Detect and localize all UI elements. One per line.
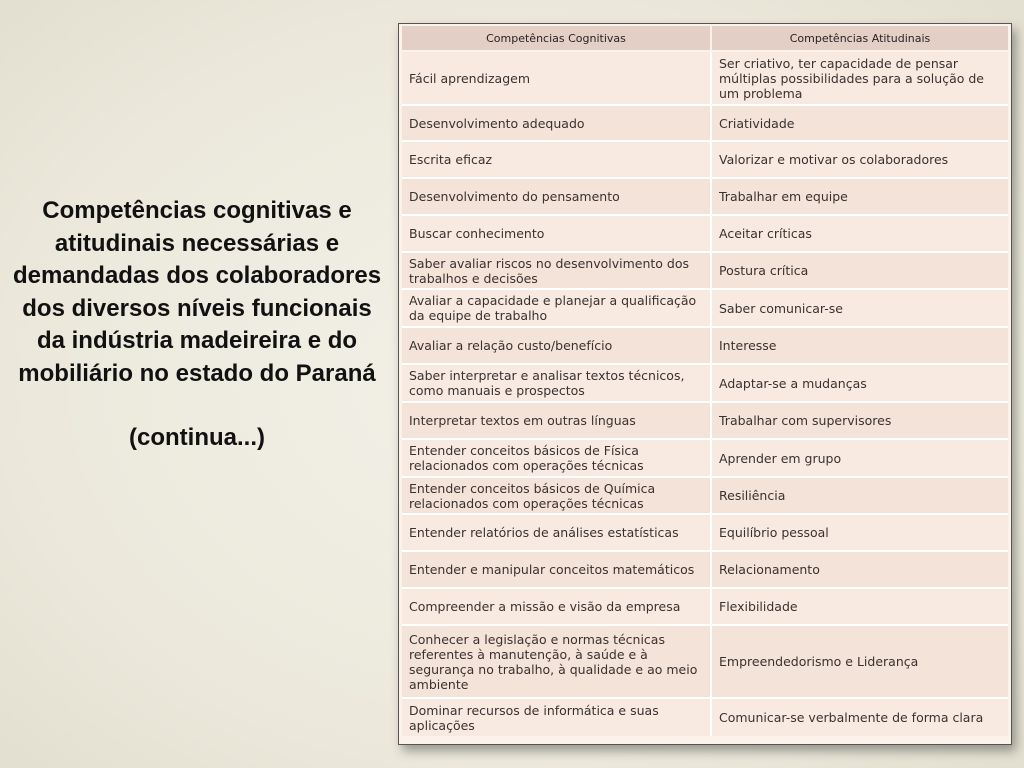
competencias-table-image <box>398 23 1012 745</box>
cell-atitudinal: Equilíbrio pessoal <box>711 514 1008 551</box>
cell-atitudinal: Ser criativo, ter capacidade de pensar múltiplas possibilidades para a solução de um problema <box>711 51 1008 105</box>
cell-cognitiva: Entender e manipular conceitos matemáticos <box>402 551 711 588</box>
cell-atitudinal: Relacionamento <box>711 551 1008 588</box>
cell-atitudinal: Criatividade <box>711 105 1008 141</box>
continuation-label: (continua...) <box>129 424 265 451</box>
header-atitudinais: Competências Atitudinais <box>711 26 1008 51</box>
cell-atitudinal: Empreendedorismo e Liderança <box>711 625 1008 698</box>
cell-atitudinal: Interesse <box>711 327 1008 364</box>
cell-cognitiva: Escrita eficaz <box>402 141 711 178</box>
cell-cognitiva: Entender relatórios de análises estatísticas <box>402 514 711 551</box>
cell-cognitiva: Desenvolvimento adequado <box>402 105 711 141</box>
table-row <box>402 178 1008 215</box>
cell-cognitiva: Interpretar textos em outras línguas <box>402 402 711 439</box>
cell-cognitiva: Entender conceitos básicos de Física relacionados com operações técnicas <box>402 439 711 477</box>
table-row <box>402 625 1008 698</box>
cell-atitudinal: Saber comunicar-se <box>711 289 1008 327</box>
table-row <box>402 327 1008 364</box>
cell-cognitiva: Buscar conhecimento <box>402 215 711 252</box>
table-row <box>402 477 1008 514</box>
cell-cognitiva: Compreender a missão e visão da empresa <box>402 588 711 625</box>
cell-cognitiva: Fácil aprendizagem <box>402 51 711 105</box>
competencias-table <box>402 26 1008 736</box>
cell-atitudinal: Trabalhar com supervisores <box>711 402 1008 439</box>
cell-atitudinal: Valorizar e motivar os colaboradores <box>711 141 1008 178</box>
table-header-row <box>402 26 1008 51</box>
cell-cognitiva: Desenvolvimento do pensamento <box>402 178 711 215</box>
cell-cognitiva: Conhecer a legislação e normas técnicas referentes à manutenção, à saúde e à segurança no trabalho, à qualidade e ao meio ambiente <box>402 625 711 698</box>
cell-atitudinal: Comunicar-se verbalmente de forma clara <box>711 698 1008 736</box>
table-row <box>402 215 1008 252</box>
table-row <box>402 514 1008 551</box>
table-row <box>402 141 1008 178</box>
slide-caption <box>8 195 386 479</box>
slide-title: Competências cognitivas e atitudinais necessárias e demandadas dos colaboradores dos diversos níveis funcionais da indústria madeireira e do mobiliário no estado do Paraná <box>12 197 382 387</box>
cell-atitudinal: Flexibilidade <box>711 588 1008 625</box>
cell-cognitiva: Entender conceitos básicos de Química relacionados com operações técnicas <box>402 477 711 514</box>
cell-atitudinal: Trabalhar em equipe <box>711 178 1008 215</box>
cell-atitudinal: Resiliência <box>711 477 1008 514</box>
cell-atitudinal: Aceitar críticas <box>711 215 1008 252</box>
cell-cognitiva: Avaliar a relação custo/benefício <box>402 327 711 364</box>
table-row <box>402 439 1008 477</box>
cell-cognitiva: Avaliar a capacidade e planejar a qualificação da equipe de trabalho <box>402 289 711 327</box>
cell-atitudinal: Adaptar-se a mudanças <box>711 364 1008 402</box>
cell-atitudinal: Postura crítica <box>711 252 1008 289</box>
table-row <box>402 252 1008 289</box>
header-cognitivas: Competências Cognitivas <box>402 26 711 51</box>
table-body <box>402 51 1008 736</box>
table-row <box>402 51 1008 105</box>
cell-cognitiva: Dominar recursos de informática e suas aplicações <box>402 698 711 736</box>
table-row <box>402 588 1008 625</box>
cell-cognitiva: Saber avaliar riscos no desenvolvimento dos trabalhos e decisões <box>402 252 711 289</box>
table-row <box>402 551 1008 588</box>
table-row <box>402 698 1008 736</box>
cell-atitudinal: Aprender em grupo <box>711 439 1008 477</box>
table-row <box>402 105 1008 141</box>
table-row <box>402 402 1008 439</box>
cell-cognitiva: Saber interpretar e analisar textos técnicos, como manuais e prospectos <box>402 364 711 402</box>
table-row <box>402 289 1008 327</box>
table-row <box>402 364 1008 402</box>
